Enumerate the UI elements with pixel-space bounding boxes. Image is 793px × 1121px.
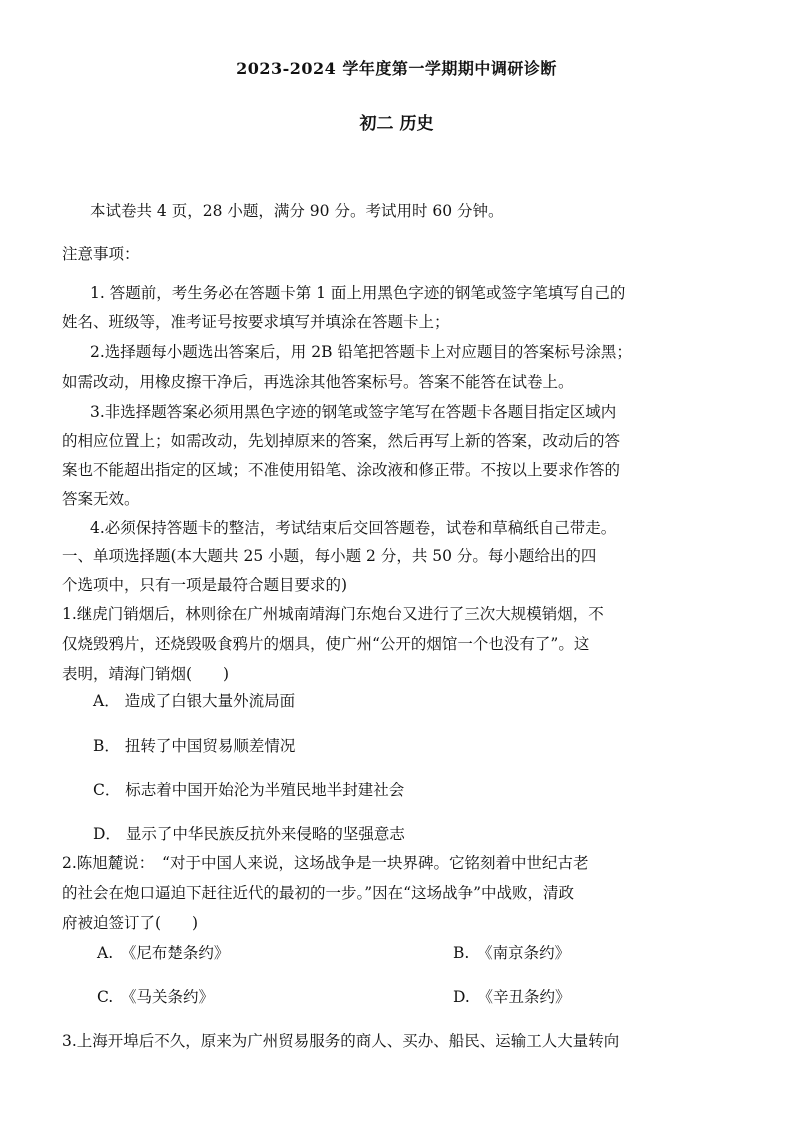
question-1-line: 仅烧毁鸦片，还烧毁吸食鸦片的烟具，使广州“公开的烟馆一个也没有了”。这 [62,635,590,653]
question-1-option-c: C． 标志着中国开始沦为半殖民地半封建社会 [93,781,405,799]
question-2-option-c: C. 《马关条约》 [97,988,214,1006]
question-2-option-d: D. 《辛丑条约》 [453,988,571,1006]
note-line: 4.必须保持答题卡的整洁，考试结束后交回答题卷，试卷和草稿纸自己带走。 [90,519,617,537]
question-1-option-b: B． 扭转了中国贸易顺差情况 [93,737,296,755]
exam-title: 2023-2024 学年度第一学期期中调研诊断 [236,59,557,78]
note-line: 答案无效。 [62,490,140,508]
question-3-line: 3.上海开埠后不久，原来为广州贸易服务的商人、买办、船民、运输工人大量转向 [62,1032,620,1050]
note-line: 1. 答题前，考生务必在答题卡第 1 面上用黑色字迹的钢笔或签字笔填写自己的 [90,284,626,302]
question-1-line: 表明，靖海门销烟( ) [62,665,230,683]
note-line: 的相应位置上；如需改动，先划掉原来的答案，然后再写上新的答案，改动后的答 [62,432,621,450]
note-line: 如需改动，用橡皮擦干净后，再选涂其他答案标号。答案不能答在试卷上。 [62,373,574,391]
note-line: 2.选择题每小题选出答案后，用 2B 铅笔把答题卡上对应题目的答案标号涂黑； [90,343,632,361]
question-2-option-b: B. 《南京条约》 [453,944,571,962]
note-line: 3.非选择题答案必须用黑色字迹的钢笔或签字笔写在答题卡各题目指定区域内 [90,403,617,421]
question-1-option-a: A． 造成了白银大量外流局面 [93,692,296,710]
question-1-option-d: D． 显示了中华民族反抗外来侵略的坚强意志 [93,825,405,843]
notes-heading: 注意事项： [62,245,140,263]
exam-subject: 初二 历史 [359,114,434,134]
exam-intro: 本试卷共 4 页，28 小题，满分 90 分。考试用时 60 分钟。 [90,202,504,220]
note-line: 案也不能超出指定的区域；不准使用铅笔、涂改液和修正带。不按以上要求作答的 [62,461,621,479]
question-2-option-a: A. 《尼布楚条约》 [97,944,230,962]
question-2-line: 府被迫签订了( ) [62,914,199,932]
question-2-line: 的社会在炮口逼迫下赶往近代的最初的一步。”因在“这场战争”中战败，清政 [62,884,575,902]
question-2-line: 2.陈旭麓说： “对于中国人来说，这场战争是一块界碑。它铭刻着中世纪古老 [62,854,589,872]
note-line: 姓名、班级等，准考证号按要求填写并填涂在答题卡上； [62,313,450,331]
section-heading-line: 一、单项选择题(本大题共 25 小题，每小题 2 分，共 50 分。每小题给出的四 [62,547,597,565]
question-1-line: 1.继虎门销烟后，林则徐在广州城南靖海门东炮台又进行了三次大规模销烟，不 [62,605,604,623]
section-heading-line: 个选项中，只有一项是最符合题目要求的) [62,576,348,594]
